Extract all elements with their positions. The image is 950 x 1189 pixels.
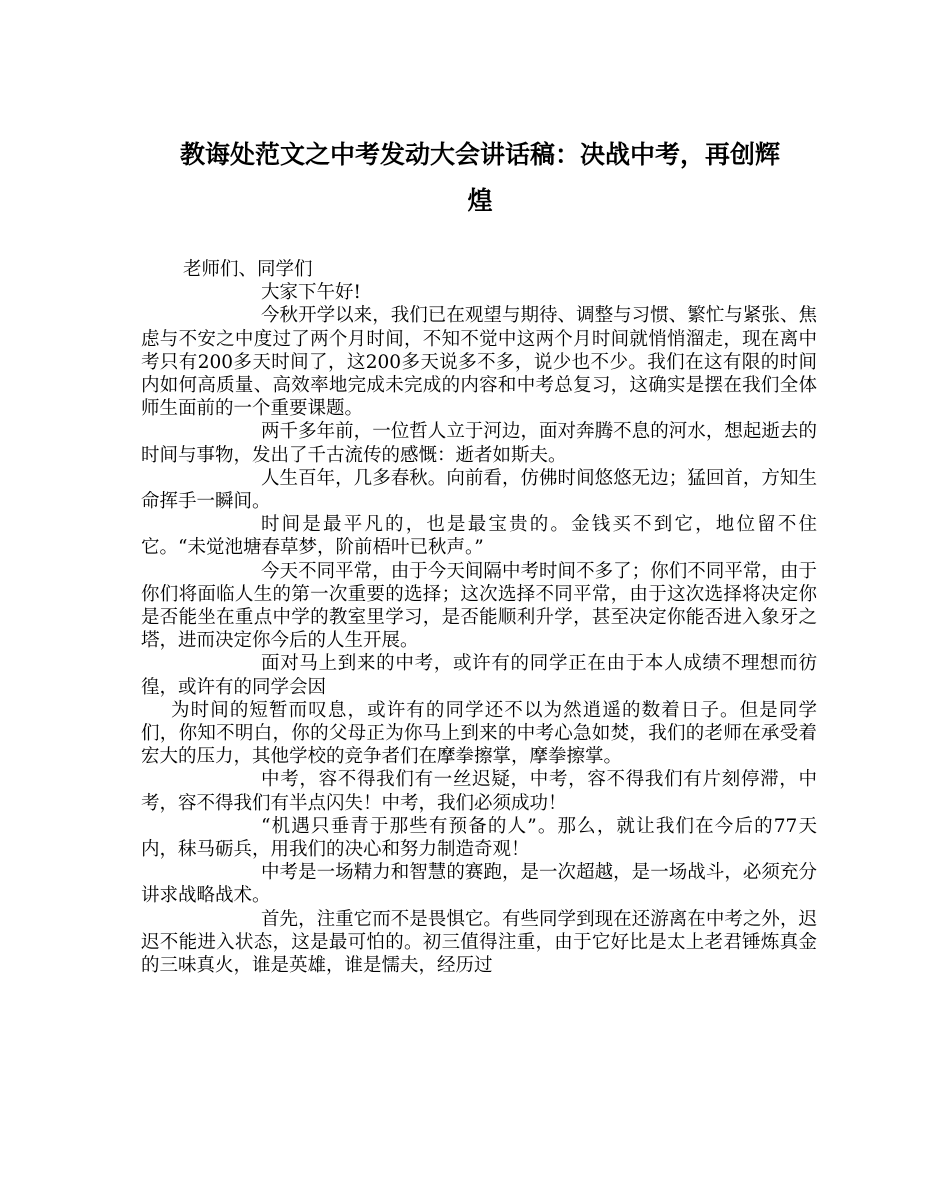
paragraph: 两千多年前，一位哲人立于河边，面对奔腾不息的河水，想起逝去的时间与事物，发出了千古流传的感慨：逝者如斯夫。 [141, 421, 817, 466]
document-title [140, 132, 820, 224]
greeting: 大家下午好! [261, 282, 361, 304]
paragraph: 今天不同平常，由于今天间隔中考时间不多了；你们不同平常，由于你们将面临人生的第一次重要的选择；这次选择不同平常，由于这次选择将决定你是否能坐在重点中学的教室里学习，是否能顺利升学，甚至决定你能否进入象牙之塔，进而决定你今后的人生开展。 [141, 560, 817, 652]
paragraph: “机遇只垂青于那些有预备的人”。那么，就让我们在今后的77天内，秣马砺兵，用我们的决心和努力制造奇观！ [141, 815, 817, 861]
paragraph: 中考，容不得我们有一丝迟疑，中考，容不得我们有片刻停滞，中考，容不得我们有半点闪失！中考，我们必须成功！ [141, 769, 817, 814]
paragraph: 今秋开学以来，我们已在观望与期待、调整与习惯、繁忙与紧张、焦虑与不安之中度过了两个月时间，不知不觉中这两个月时间就悄悄溜走，现在离中考只有200多天时间了，这200多天说多不多，说少也不少。我们在这有限的时间内如何高质量、高效率地完成未完成的内容和中考总复习，这确实是摆在我们全体师生面前的一个重要课题。 [141, 305, 817, 420]
salutation: 老师们、同学们 [183, 259, 313, 280]
paragraph: 时间是最平凡的，也是最宝贵的。金钱买不到它，地位留不住它。“未觉池塘春草梦，阶前梧叶已秋声。” [141, 514, 817, 559]
paragraph: 首先，注重它而不是畏惧它。有些同学到现在还游离在中考之外，迟迟不能进入状态，这是最可怕的。初三值得注重，由于它好比是太上老君锤炼真金的三味真火，谁是英雄，谁是懦夫，经历过 [141, 908, 817, 977]
paragraph: 为时间的短暂而叹息，或许有的同学还不以为然逍遥的数着日子。但是同学们，你知不明白，你的父母正为你马上到来的中考心急如焚，我们的老师在承受着宏大的压力，其他学校的竞争者们在摩拳擦掌，摩拳擦掌。 [141, 699, 817, 768]
document-body [141, 258, 817, 977]
paragraph: 中考是一场精力和智慧的赛跑，是一次超越，是一场战斗，必须充分讲求战略战术。 [141, 862, 817, 907]
paragraph: 人生百年，几多春秋。向前看，仿佛时间悠悠无边；猛回首，方知生命挥手一瞬间。 [141, 467, 817, 513]
paragraph: 面对马上到来的中考，或许有的同学正在由于本人成绩不理想而彷徨，或许有的同学会因 [141, 653, 817, 698]
title-line-2: 煌 [467, 186, 493, 215]
title-line-1: 教诲处范文之中考发动大会讲话稿：决战中考，再创辉 [179, 140, 780, 169]
